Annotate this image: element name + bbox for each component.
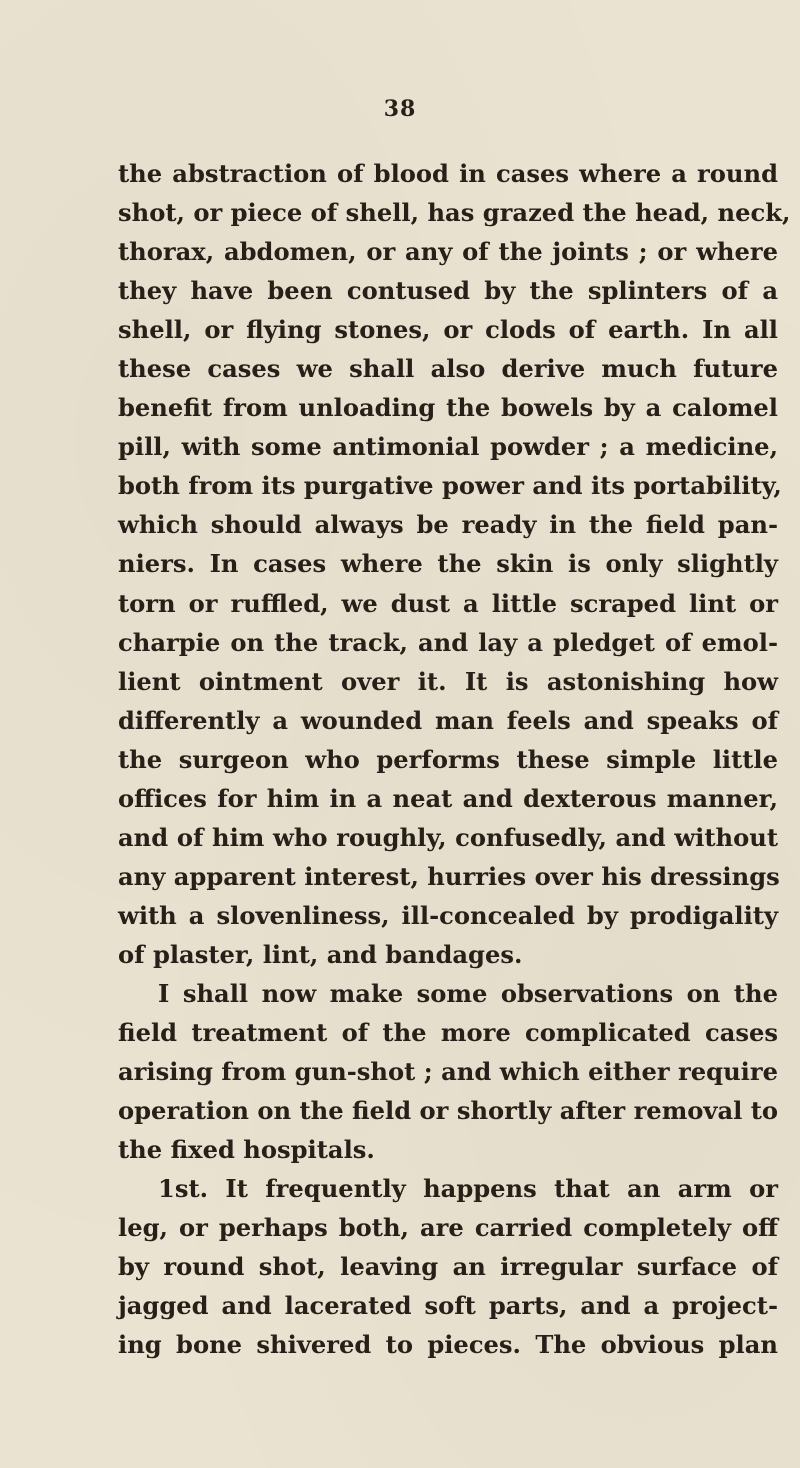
text-line: any apparent interest, hurries over his dressings xyxy=(118,861,780,891)
text-line: lient ointment over it. It is astonishing how xyxy=(118,666,778,696)
text-line: arising from gun-shot ; and which either require xyxy=(118,1057,778,1087)
text-line: and of him who roughly, confusedly, and without xyxy=(118,822,778,852)
text-line: jagged and lacerated soft parts, and a project- xyxy=(118,1291,778,1321)
text-line: shell, or flying stones, or clods of earth. In all xyxy=(118,315,778,345)
text-line: the fixed hospitals. xyxy=(118,1135,375,1165)
text-line: ing bone shivered to pieces. The obvious plan xyxy=(118,1330,778,1360)
text-line: with a slovenliness, ill-concealed by prodigality xyxy=(118,900,778,930)
text-line: operation on the field or shortly after removal to xyxy=(118,1096,779,1126)
text-line: offices for him in a neat and dexterous manner, xyxy=(118,783,778,813)
text-line: torn or ruffled, we dust a little scraped lint or xyxy=(118,588,778,618)
text-line: the surgeon who performs these simple little xyxy=(118,744,778,774)
text-line: the abstraction of blood in cases where a round xyxy=(118,159,778,188)
text-line: which should always be ready in the field pan- xyxy=(118,510,778,540)
text-line: niers. In cases where the skin is only slightly xyxy=(118,549,778,579)
text-line: benefit from unloading the bowels by a calomel xyxy=(118,393,778,423)
text-line: differently a wounded man feels and speaks of xyxy=(118,705,778,735)
text-line: field treatment of the more complicated cases xyxy=(118,1018,778,1048)
text-line: both from its purgative power and its portability, xyxy=(118,471,782,501)
text-line: leg, or perhaps both, are carried completely off xyxy=(118,1213,778,1243)
text-line: of plaster, lint, and bandages. xyxy=(118,939,523,969)
text-line: pill, with some antimonial powder ; a medicine, xyxy=(118,432,778,462)
text-line: shot, or piece of shell, has grazed the head, neck, xyxy=(118,198,791,228)
text-line: I shall now make some observations on the xyxy=(158,978,778,1008)
text-line: thorax, abdomen, or any of the joints ; or where xyxy=(118,237,778,267)
text-line: they have been contused by the splinters of a xyxy=(118,276,778,306)
text-line: by round shot, leaving an irregular surface of xyxy=(118,1252,778,1282)
text-line: charpie on the track, and lay a pledget of emol- xyxy=(118,627,778,657)
text-line: 1st. It frequently happens that an arm or xyxy=(158,1174,778,1204)
body-text xyxy=(118,154,791,1364)
page-number: 38 xyxy=(383,96,417,122)
text-line: these cases we shall also derive much future xyxy=(118,354,778,384)
